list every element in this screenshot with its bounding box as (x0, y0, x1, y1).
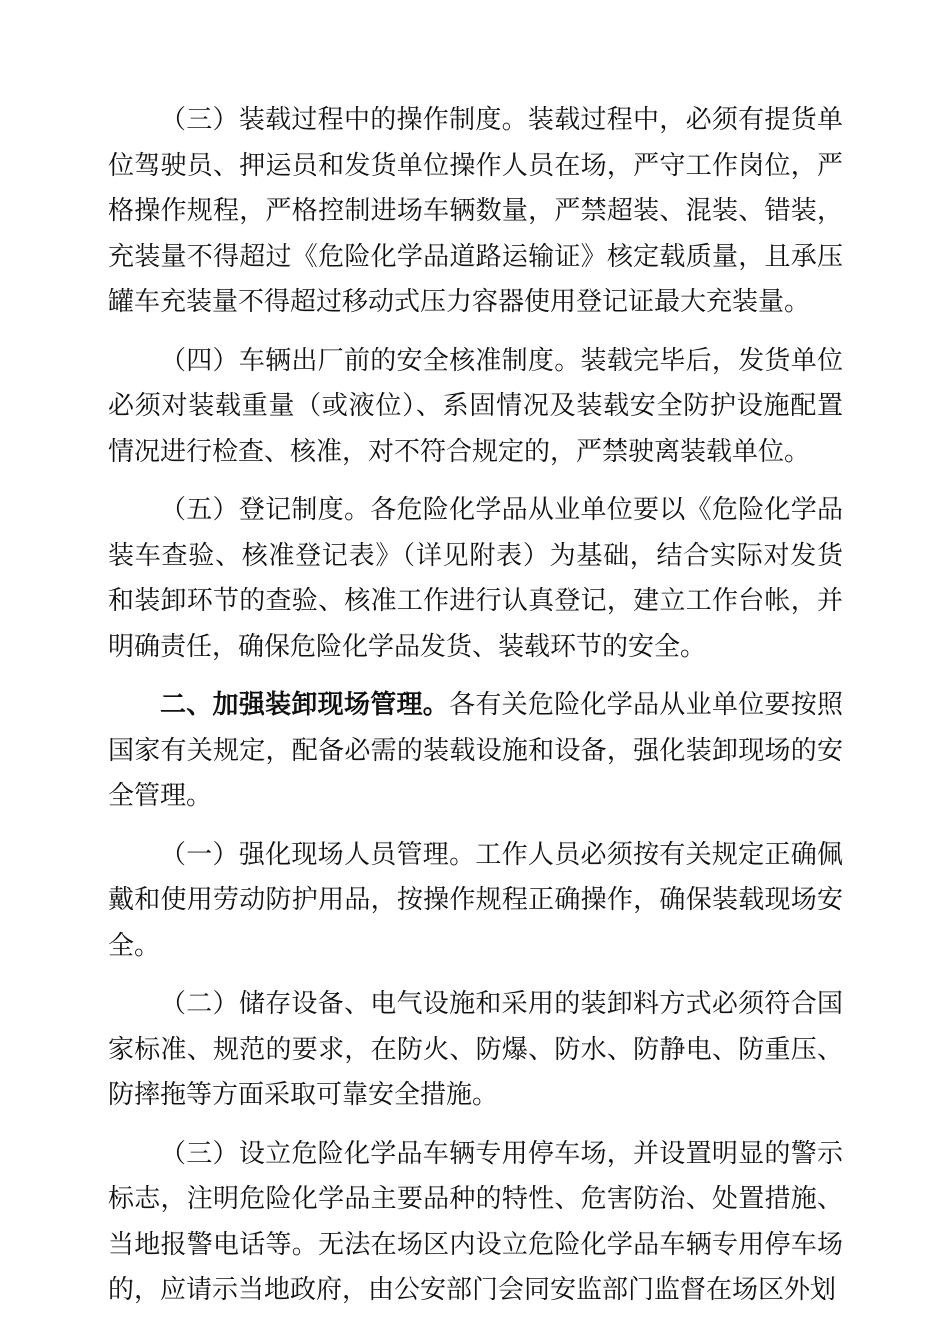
paragraph-text: （一）强化现场人员管理。工作人员必须按有关规定正确佩戴和使用劳动防护用品，按操作规程正确操作，确保装载现场安全。 (108, 839, 843, 961)
paragraph-registration-rules (108, 488, 843, 670)
paragraph-text: （三）装载过程中的操作制度。装载过程中，必须有提货单位驾驶员、押运员和发货单位操作人员在场，严守工作岗位，严格操作规程，严格控制进场车辆数量，严禁超装、混装、错装，充装量不得超过《危险化学品道路运输证》核定载质量，且承压罐车充装量不得超过移动式压力容器使用登记证最大充装量。 (108, 105, 843, 317)
paragraph-text: （二）储存设备、电气设施和采用的装卸料方式必须符合国家标准、规范的要求，在防火、防爆、防水、防静电、防重压、防摔拖等方面采取可靠安全措施。 (108, 989, 843, 1110)
paragraph-equipment-standards (108, 982, 843, 1119)
paragraph-text: 各有关危险化学品从业单位要按照国家有关规定，配备必需的装载设施和设备，强化装卸现场的安全管理。 (108, 690, 843, 811)
document-body (108, 98, 843, 1314)
paragraph-parking-area (108, 1132, 843, 1314)
paragraph-pre-departure-check (108, 339, 843, 476)
section-heading: 二、加强装卸现场管理。 (160, 690, 450, 720)
paragraph-personnel-management (108, 833, 843, 970)
paragraph-loading-operation-rules (108, 98, 843, 326)
paragraph-text: （三）设立危险化学品车辆专用停车场，并设置明显的警示标志，注明危险化学品主要品种的特性、危害防治、处置措施、当地报警电话等。无法在场区内设立危险化学品车辆专用停车场的，应请示当地政府，由公安部门会同安监部门监督在场区外划 (108, 1138, 843, 1305)
paragraph-text: （四）车辆出厂前的安全核准制度。装载完毕后，发货单位必须对装载重量（或液位）、系固情况及装载安全防护设施配置情况进行检查、核准，对不符合规定的，严禁驶离装载单位。 (108, 345, 843, 467)
paragraph-site-management-heading (108, 683, 843, 820)
paragraph-text: （五）登记制度。各危险化学品从业单位要以《危险化学品装车查验、核准登记表》（详见附表）为基础，结合实际对发货和装卸环节的查验、核准工作进行认真登记，建立工作台帐，并明确责任，确保危险化学品发货、装载环节的安全。 (108, 495, 843, 662)
